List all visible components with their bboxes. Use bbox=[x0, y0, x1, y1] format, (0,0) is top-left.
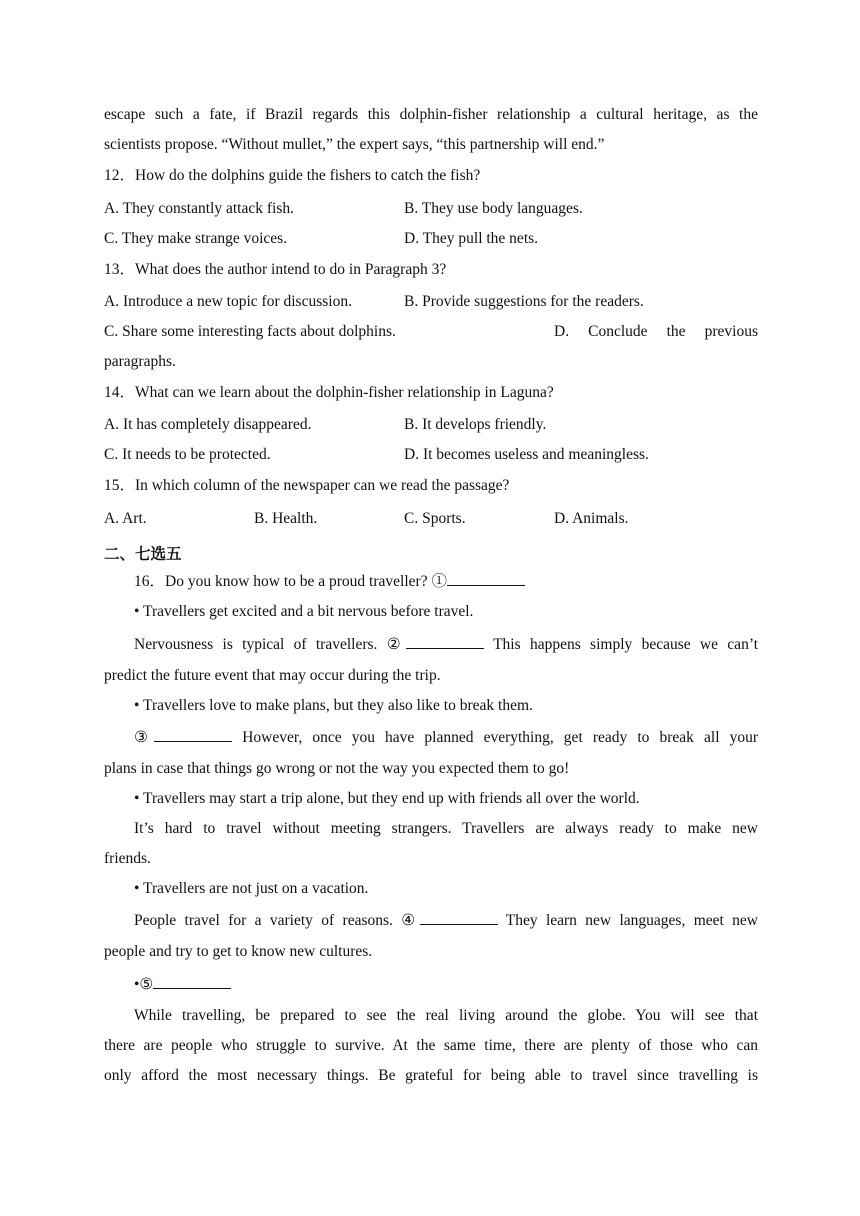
option-d: D. Animals. bbox=[554, 510, 629, 527]
option-a: A. Introduce a new topic for discussion. bbox=[104, 293, 352, 310]
question-16-text: 16．Do you know how to be a proud traveller? ① bbox=[134, 573, 447, 590]
paragraph-line: people and try to get to know new cultures. bbox=[104, 943, 373, 960]
paragraph-line: predict the future event that may occur during the trip. bbox=[104, 667, 441, 684]
passage-line: escape such a fate, if Brazil regards this dolphin-fisher relationship a cultural heritage, as the bbox=[104, 106, 758, 123]
text: Nervousness is typical of travellers. ② bbox=[134, 636, 407, 653]
text: People travel for a variety of reasons. ④ bbox=[134, 912, 420, 929]
option-b: B. Health. bbox=[254, 510, 318, 527]
option-d: D. Conclude the previous bbox=[554, 323, 758, 340]
option-b: B. They use body languages. bbox=[404, 200, 583, 217]
blank-3 bbox=[154, 727, 232, 742]
paragraph-line: only afford the most necessary things. Be grateful for being able to travel since travelling is bbox=[104, 1067, 758, 1084]
option-a: A. Art. bbox=[104, 510, 147, 527]
paragraph-line: While travelling, be prepared to see the real living around the globe. You will see that bbox=[134, 1007, 758, 1024]
text: ③ bbox=[134, 729, 155, 746]
blank-2 bbox=[406, 634, 484, 649]
option-c: C. Sports. bbox=[404, 510, 466, 527]
paragraph-line: It’s hard to travel without meeting strangers. Travellers are always ready to make new bbox=[134, 820, 758, 837]
question-12-stem: 12．How do the dolphins guide the fishers to catch the fish? bbox=[104, 167, 481, 184]
text: However, once you have planned everything, get ready to break all your bbox=[232, 729, 759, 746]
blank-5 bbox=[153, 974, 231, 989]
bullet-heading bbox=[134, 974, 231, 995]
paragraph-line: there are people who struggle to survive. At the same time, there are plenty of those who can bbox=[104, 1037, 758, 1054]
option-d: D. They pull the nets. bbox=[404, 230, 539, 247]
paragraph-line bbox=[134, 634, 758, 655]
option-b: B. It develops friendly. bbox=[404, 416, 547, 433]
bullet-heading: • Travellers may start a trip alone, but they end up with friends all over the world. bbox=[134, 790, 640, 807]
blank-1 bbox=[447, 571, 525, 586]
paragraph-line: plans in case that things go wrong or not the way you expected them to go! bbox=[104, 760, 570, 777]
section-heading: 二、七选五 bbox=[104, 545, 182, 563]
bullet-heading: • Travellers are not just on a vacation. bbox=[134, 880, 369, 897]
option-c: C. It needs to be protected. bbox=[104, 446, 271, 463]
passage-line: scientists propose. “Without mullet,” the expert says, “this partnership will end.” bbox=[104, 136, 605, 153]
option-c: C. Share some interesting facts about dolphins. bbox=[104, 323, 396, 340]
question-14-stem: 14．What can we learn about the dolphin-fisher relationship in Laguna? bbox=[104, 384, 554, 401]
text: This happens simply because we can’t bbox=[484, 636, 759, 653]
question-15-stem: 15．In which column of the newspaper can we read the passage? bbox=[104, 477, 510, 494]
bullet-heading: • Travellers get excited and a bit nervous before travel. bbox=[134, 603, 474, 620]
option-c: C. They make strange voices. bbox=[104, 230, 288, 247]
question-16-intro bbox=[134, 571, 525, 592]
paragraph-line: friends. bbox=[104, 850, 151, 867]
blank-4 bbox=[420, 910, 498, 925]
option-d: D. It becomes useless and meaningless. bbox=[404, 446, 649, 463]
option-b: B. Provide suggestions for the readers. bbox=[404, 293, 644, 310]
option-d-continued: paragraphs. bbox=[104, 353, 176, 370]
bullet-heading: • Travellers love to make plans, but they also like to break them. bbox=[134, 697, 533, 714]
option-a: A. It has completely disappeared. bbox=[104, 416, 312, 433]
text: •⑤ bbox=[134, 976, 154, 993]
question-13-stem: 13．What does the author intend to do in Paragraph 3? bbox=[104, 261, 447, 278]
paragraph-line bbox=[134, 910, 758, 931]
option-a: A. They constantly attack fish. bbox=[104, 200, 294, 217]
paragraph-line bbox=[134, 727, 758, 748]
text: They learn new languages, meet new bbox=[497, 912, 758, 929]
